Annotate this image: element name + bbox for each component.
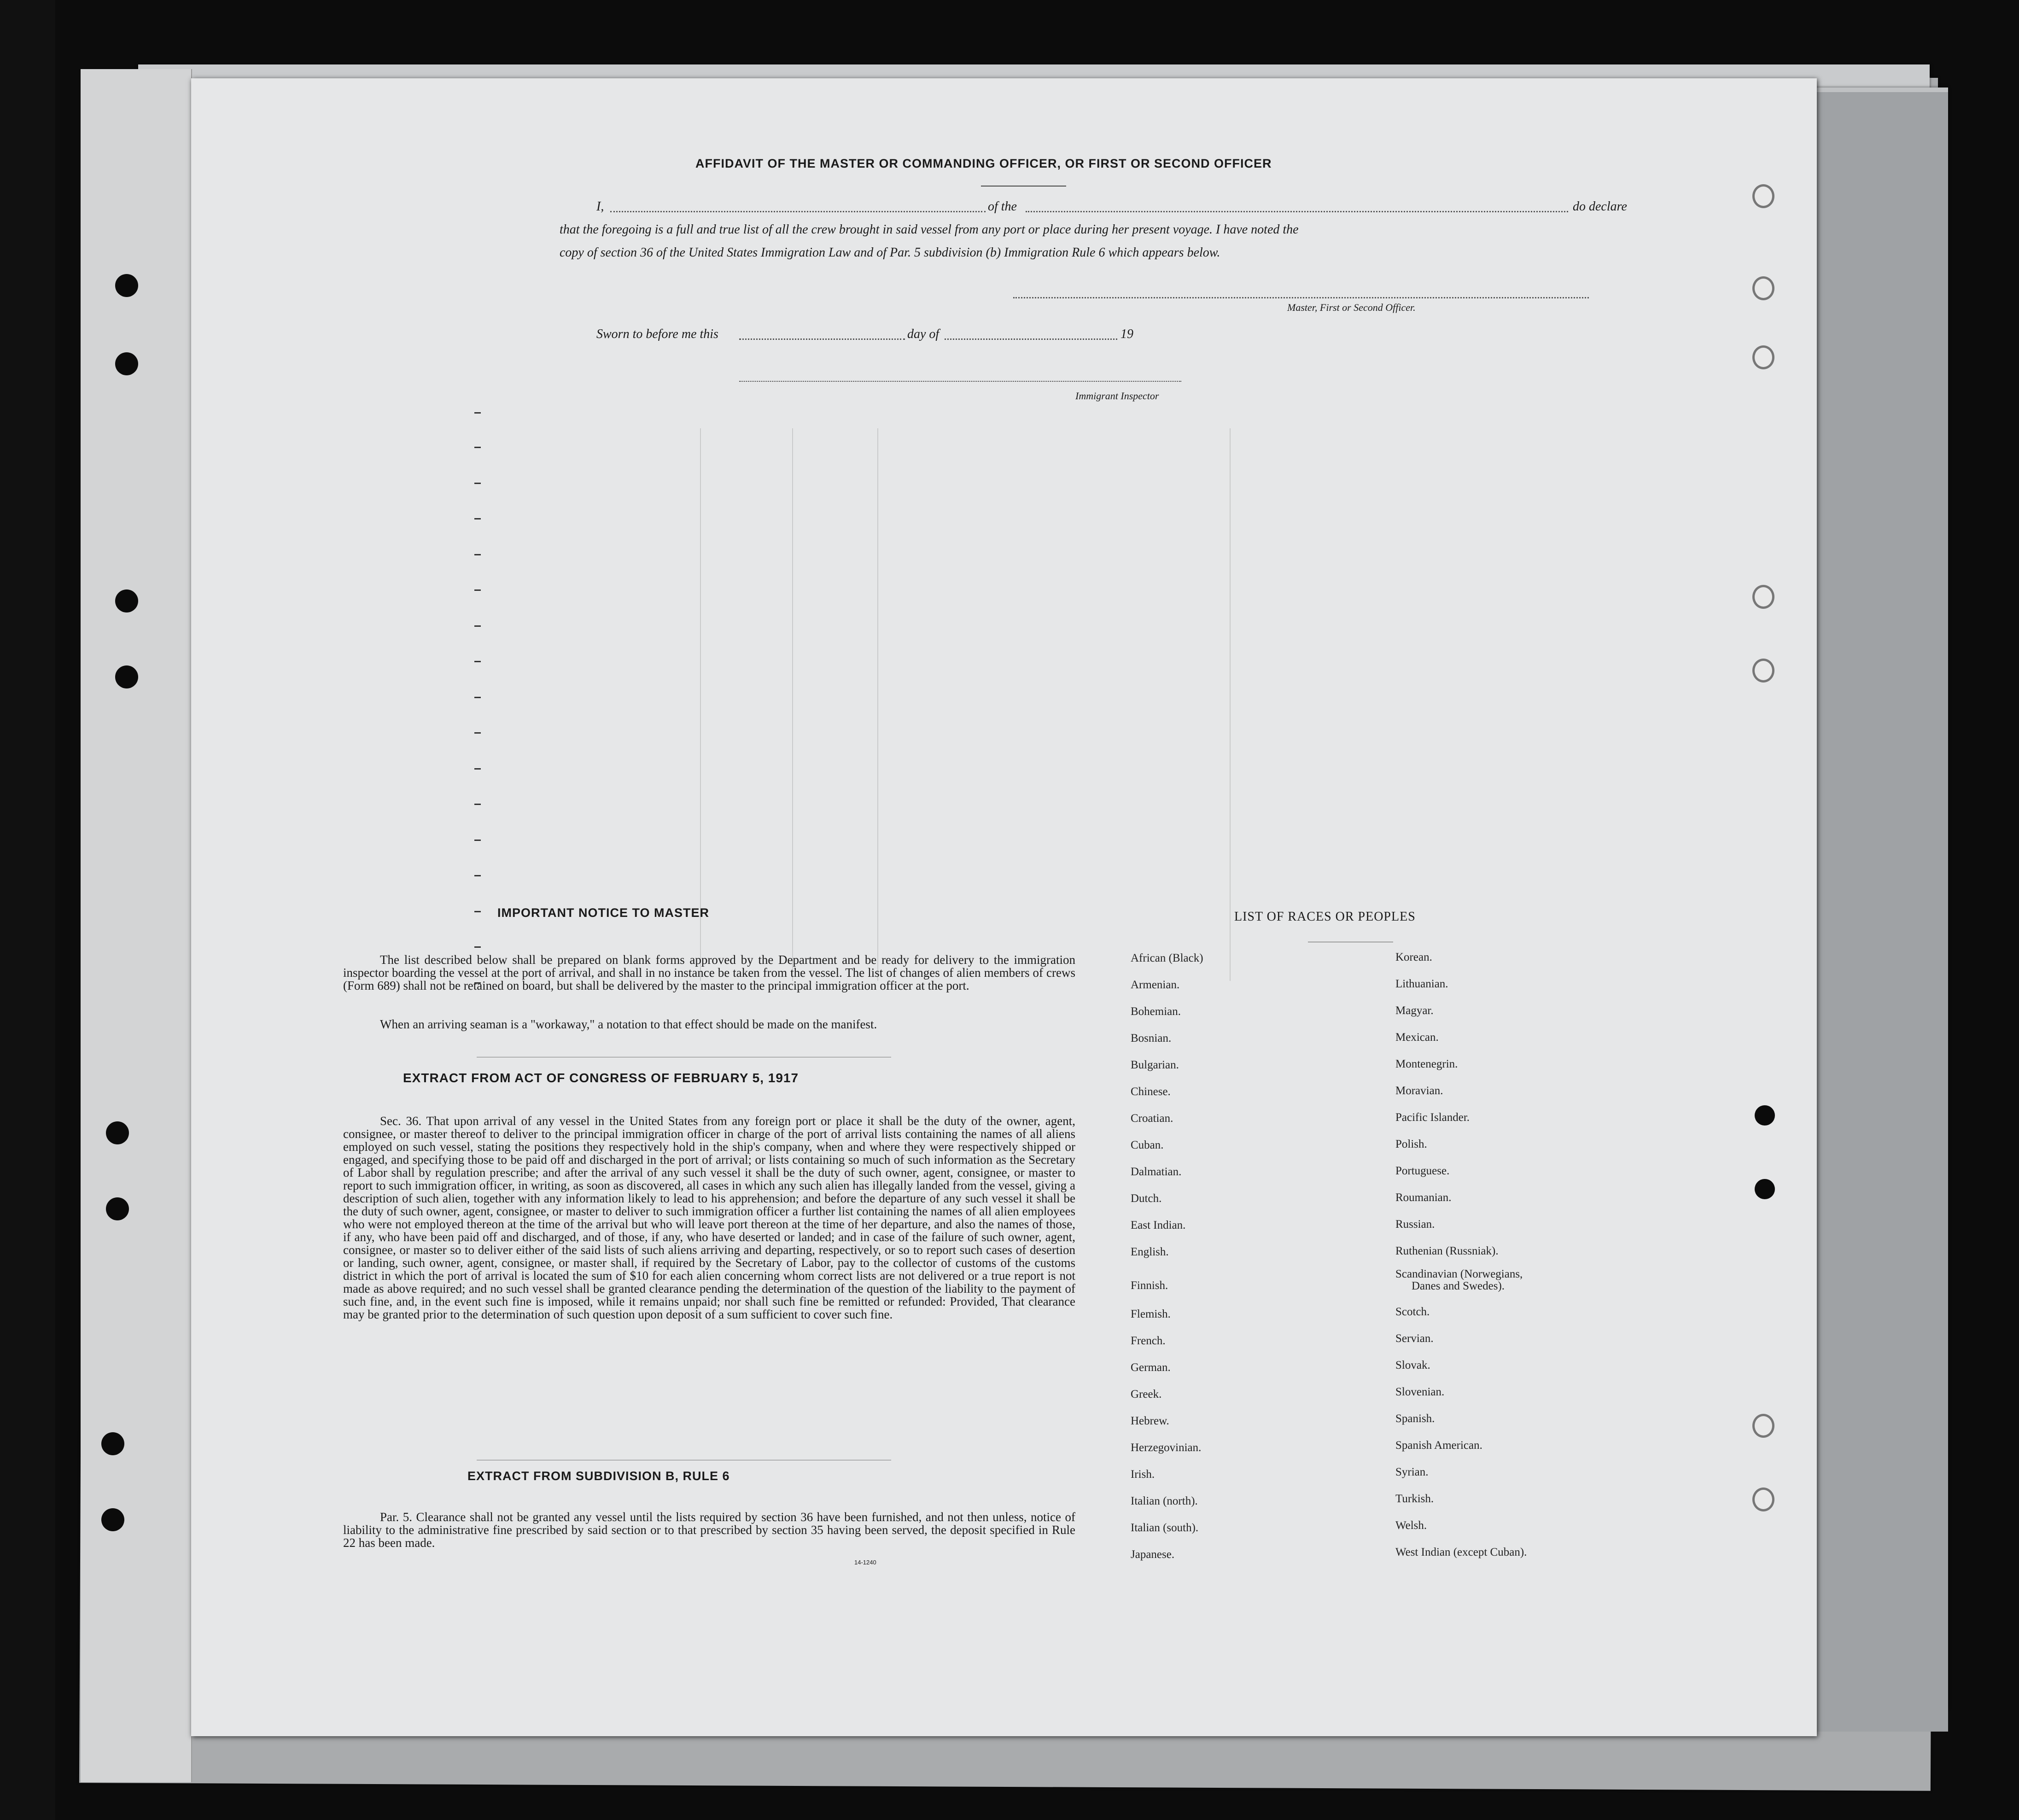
- race-item: German.: [1131, 1361, 1171, 1374]
- race-item: Irish.: [1131, 1468, 1155, 1481]
- underlying-ledger-page: [1815, 92, 1948, 1732]
- race-item: Greek.: [1131, 1388, 1162, 1400]
- binder-ring: [1752, 184, 1774, 208]
- film-edge: [0, 0, 55, 1820]
- affidavit-i: I,: [596, 199, 604, 214]
- binder-ring: [1752, 276, 1774, 300]
- race-item: Finnish.: [1131, 1279, 1168, 1292]
- race-item: Bosnian.: [1131, 1032, 1172, 1044]
- race-item: Turkish.: [1395, 1493, 1434, 1505]
- race-item: Croatian.: [1131, 1112, 1173, 1125]
- punch-hole: [101, 1432, 124, 1455]
- race-item: African (Black): [1131, 952, 1203, 964]
- margin-tick: [474, 518, 481, 519]
- race-item: East Indian.: [1131, 1219, 1186, 1231]
- punch-hole: [101, 1508, 124, 1531]
- affidavit-do-declare: do declare: [1573, 199, 1627, 214]
- race-item: Bulgarian.: [1131, 1059, 1179, 1071]
- notice-para-1: The list described below shall be prepared on blank forms approved by the Department and be ready for delivery to the immigration inspector boarding the vessel at the port of arrival, and shall in no instance be taken from the vessel. The list of changes of alien members of crews (Form 689) shall not be retained on board, but shall be delivered by the master to the principal immigration officer at the port.: [343, 953, 1075, 992]
- race-item: Roumanian.: [1395, 1191, 1452, 1204]
- signature-label: Master, First or Second Officer.: [1287, 302, 1416, 313]
- rule-extract-text: Par. 5. Clearance shall not be granted any vessel until the lists required by section 36 have been furnished, and not then unless, notice of liability to the administrative fine prescribed by said section or to that prescribed by section 35 having been served, the deposit specified in Rule 22 has been made.: [343, 1510, 1075, 1550]
- race-item: Mexican.: [1395, 1031, 1439, 1044]
- name-blank: [610, 211, 986, 212]
- race-item: West Indian (except Cuban).: [1395, 1546, 1527, 1558]
- vessel-blank: [1026, 211, 1568, 212]
- margin-tick: [474, 483, 481, 484]
- race-item: Russian.: [1395, 1218, 1435, 1231]
- sworn-year: 19: [1120, 327, 1133, 341]
- notice-title: IMPORTANT NOTICE TO MASTER: [497, 906, 709, 920]
- margin-tick: [474, 946, 481, 948]
- punch-hole: [115, 665, 138, 688]
- punch-hole: [1755, 1105, 1775, 1126]
- binder-ring: [1752, 1414, 1774, 1438]
- bleed-through-rule: [792, 428, 793, 981]
- race-item: Pacific Islander.: [1395, 1111, 1470, 1124]
- race-item: Lithuanian.: [1395, 978, 1448, 990]
- crew-list-form-back: [191, 78, 1817, 1736]
- race-item: Ruthenian (Russniak).: [1395, 1245, 1499, 1257]
- affidavit-line-2: that the foregoing is a full and true list of all the crew brought in said vessel from any port or place during her present voyage. I have noted the: [560, 222, 1299, 237]
- bleed-through-rule: [700, 428, 701, 981]
- race-item: Magyar.: [1395, 1004, 1434, 1017]
- binder-strip: [81, 69, 192, 1782]
- margin-tick: [474, 554, 481, 555]
- race-item: Scandinavian (Norwegians,: [1395, 1268, 1523, 1280]
- rule-extract-title: EXTRACT FROM SUBDIVISION B, RULE 6: [467, 1469, 730, 1483]
- race-item: Armenian.: [1131, 979, 1180, 991]
- binder-ring: [1752, 1488, 1774, 1511]
- race-item: Hebrew.: [1131, 1415, 1169, 1427]
- race-item: Syrian.: [1395, 1466, 1429, 1478]
- race-item: Herzegovinian.: [1131, 1441, 1202, 1454]
- punch-hole: [106, 1121, 129, 1144]
- margin-tick: [474, 732, 481, 734]
- sworn-prefix: Sworn to before me this: [596, 327, 718, 341]
- race-item: Italian (south).: [1131, 1522, 1199, 1534]
- bleed-through-rule: [1230, 428, 1231, 981]
- punch-hole: [115, 274, 138, 297]
- margin-tick: [474, 768, 481, 770]
- race-item: Slovenian.: [1395, 1386, 1445, 1398]
- races-title: LIST OF RACES OR PEOPLES: [1234, 910, 1416, 924]
- inspector-signature-line: [739, 381, 1181, 382]
- race-item: Chinese.: [1131, 1085, 1171, 1098]
- sworn-month-blank: [945, 338, 1117, 340]
- race-item: Welsh.: [1395, 1519, 1427, 1532]
- affidavit-title: AFFIDAVIT OF THE MASTER OR COMMANDING OFFICER, OR FIRST OR SECOND OFFICER: [695, 157, 1272, 170]
- race-item: Scotch.: [1395, 1306, 1430, 1318]
- race-item: Montenegrin.: [1395, 1058, 1458, 1070]
- race-item: French.: [1131, 1335, 1166, 1347]
- form-number: 14-1240: [854, 1559, 876, 1566]
- punch-hole: [115, 589, 138, 612]
- race-item: Servian.: [1395, 1332, 1434, 1345]
- section-36-text: That upon arrival of any vessel in the United States from any foreign port or place it shall be the duty of the owner, agent, consignee, or master thereof to deliver to the principal immigration officer in charge of the port of arrival lists containing the names of all aliens employed on such vessel, stating the positions they respectively hold in the ship's company, when and where they were respectively shipped or engaged, and specifying those to be paid off and discharged in the port of arrival; or lists containing so much of such information as the Secretary of Labor shall by regulation prescribe; and after the arrival of any such vessel it shall be the duty of such owner, agent, consignee, or master to report to such immigration officer, in writing, as soon as discovered, all cases in which any such alien has illegally landed from the vessel, giving a description of such alien, together with any information likely to lead to his apprehension; and before the departure of any such vessel it shall be the duty of such owner, agent, consignee, or master to deliver to such immigration officer a further list containing the names of all alien employees who were not employed thereon at the time of the arrival but who will leave port thereon at the time of her departure, and also the names of those, if any, who have been paid off and discharged, and of those, if any, who have deserted or landed; and in case of the failure of such owner, agent, consignee, or master so to deliver either of the said lists of such aliens arriving and departing, respectively, or so to report such cases of desertion or landing, such owner, agent, consignee, or master shall, if required by the Secretary of Labor, pay to the collector of customs of the customs district in which the port of arrival is located the sum of $10 for each alien concerning whom correct lists are not delivered or a true report is not made as above required; and no such vessel shall be granted clearance pending the determination of the question of the liability to the payment of such fine, and, in the event such fine is imposed, while it remains unpaid; nor shall such fine be remitted or refunded: Provided, That clearance may be granted prior to the determination of such question upon deposit of a sum sufficient to cover such fine.: [343, 1114, 1075, 1321]
- act-extract-text: [343, 1114, 1075, 1321]
- notice-para-2: When an arriving seaman is a "workaway," a notation to that effect should be made on the manifest.: [380, 1017, 877, 1031]
- margin-tick: [474, 840, 481, 841]
- race-item: Moravian.: [1395, 1085, 1443, 1097]
- binder-ring: [1752, 659, 1774, 682]
- race-item: Dalmatian.: [1131, 1166, 1182, 1178]
- margin-tick: [474, 661, 481, 662]
- affidavit-of-the: of the: [988, 199, 1017, 214]
- margin-tick: [474, 875, 481, 876]
- section-label: Sec. 36.: [380, 1114, 422, 1128]
- race-item: Bohemian.: [1131, 1005, 1181, 1018]
- margin-tick: [474, 625, 481, 627]
- race-item-continued: Danes and Swedes).: [1412, 1280, 1505, 1292]
- margin-tick: [474, 804, 481, 805]
- race-item: Polish.: [1395, 1138, 1427, 1150]
- margin-tick: [474, 589, 481, 591]
- race-item: Slovak.: [1395, 1359, 1430, 1371]
- affidavit-line-3: copy of section 36 of the United States Immigration Law and of Par. 5 subdivision (b) Immigration Rule 6 which appears below.: [560, 245, 1220, 260]
- margin-tick: [474, 911, 481, 912]
- margin-tick: [474, 697, 481, 698]
- margin-tick: [474, 447, 481, 448]
- sworn-day-blank: [739, 338, 905, 340]
- title-underline: [981, 186, 1066, 187]
- race-item: Cuban.: [1131, 1139, 1164, 1151]
- race-item: Japanese.: [1131, 1548, 1175, 1561]
- race-item: Flemish.: [1131, 1308, 1171, 1320]
- inspector-label: Immigrant Inspector: [1075, 390, 1159, 402]
- race-item: Italian (north).: [1131, 1495, 1198, 1507]
- punch-hole: [1755, 1179, 1775, 1199]
- race-item: Dutch.: [1131, 1192, 1162, 1205]
- punch-hole: [106, 1197, 129, 1220]
- race-item: Spanish.: [1395, 1412, 1435, 1425]
- bleed-through-rule: [877, 428, 878, 981]
- race-item: English.: [1131, 1246, 1169, 1258]
- race-item: Portuguese.: [1395, 1165, 1450, 1177]
- race-item: Spanish American.: [1395, 1439, 1482, 1452]
- punch-hole: [115, 352, 138, 375]
- act-extract-title: EXTRACT FROM ACT OF CONGRESS OF FEBRUARY 5, 1917: [403, 1071, 799, 1085]
- binder-ring: [1752, 345, 1774, 369]
- margin-tick: [474, 412, 481, 414]
- sworn-day-of: day of: [907, 327, 939, 341]
- signature-blank: [1013, 297, 1589, 298]
- race-item: Korean.: [1395, 951, 1432, 963]
- binder-ring: [1752, 585, 1774, 609]
